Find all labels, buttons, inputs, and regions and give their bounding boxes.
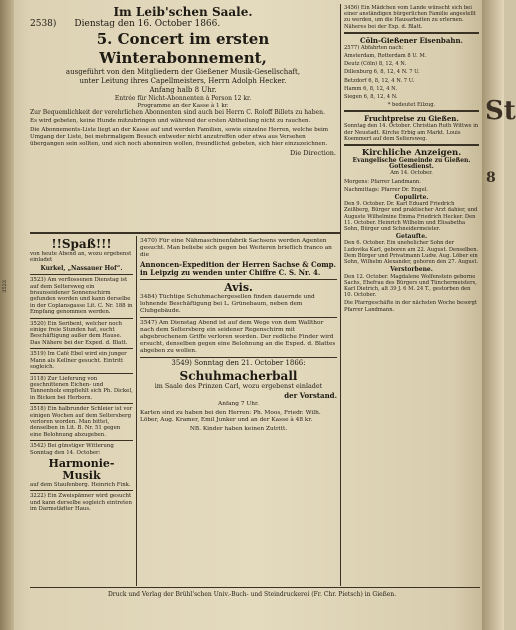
ad-3518: 3518) Ein halbrunder Schleier ist vor einigen Wochen auf dem Seltersberg verloren worden. Man bittet, denselben in Lit. B. Nr. 51 gegen eine Belohnung abzugeben.: [30, 406, 133, 438]
concert-notice: [30, 5, 336, 157]
service-2: Morgens: Pfarrer Landmann.: [344, 178, 421, 185]
concert-header: Im Leib'schen Saale.: [113, 5, 253, 19]
ad-3484: 3484) Tüchtige Schuhmachergesellen finden dauernde und lohnende Beschäftigung bei L. Grünebaum, neben dem Clubgebäude.: [140, 294, 315, 314]
column-rule: [136, 236, 137, 586]
ad-3456: 3456) Ein Mädchen vom Lande wünscht sich bei einer anständigen bürgerlichen Familie angestellt zu werden, um die Hausarbeiten zu erlernen. Näheres bei der Exp. d. Blatt.: [344, 5, 476, 30]
getaufte-title: Getaufte.: [395, 233, 428, 241]
church-title: Kirchliche Anzeigen.: [361, 148, 462, 159]
column-c: [344, 5, 479, 315]
harmonie-sub: auf dem Staufenberg. Heinrich Fink.: [30, 481, 131, 488]
concert-p1: Zur Bequemlichkeit der verehrlichen Abonnenten sind auch bei Herrn C. Roloff Billets zu haben.: [30, 109, 325, 117]
column-rule: [340, 4, 341, 586]
ad-3470: 3470) Für eine Nähmaschinenfabrik Sachsens werden Agenten gesucht. Man beliebe sich gegen bei Weiteren brieflich franco an die: [140, 238, 332, 258]
ad-3547: 3547) Am Dienstag Abend ist auf dem Wege von dem Wallthor nach dem Seltersberg ein seidener Regenschirm mit abgebrochenem Griffe verloren worden. Der redliche Finder wird ersucht, denselben gegen eine Belohnung an die Exped. d. Blattes abgeben zu wollen.: [140, 320, 336, 354]
nb-kinder: NB. Kinder haben keinen Zutritt.: [189, 426, 288, 432]
getaufte-text: Den 6. October. Ein unehelicher Sohn der Ludovika Karl, geboren am 22. August. Denselben. Dem Bürger und Privatmann Ludw. Aug. Löber ein Sohn, Wilhelm Alexander, geboren den 27. August.: [344, 240, 479, 266]
ad-3222: 3222) Ein Zweispänner wird gesucht und kann derselbe sogleich eintreten im Darmstädter Haus.: [30, 493, 132, 513]
avis-title: Avis.: [224, 281, 253, 294]
next-page-number-fragment: 8: [486, 170, 496, 186]
annonce-expedition: Annoncen-Expedition der Herren Sachse & Comp. in Leipzig zu wenden unter Chiffre C. S. Nr. 4.: [140, 260, 336, 277]
concert-program: Programme an der Kasse à 1 kr.: [137, 103, 229, 109]
fruit-text: Sonntag den 14. October. Christian Ruth Wittwe in der Neustadt. Kirche Erbig am Markt. Louis Koemmert auf dem Seltersweg.: [344, 123, 479, 142]
concert-time: Anfang halb 8 Uhr.: [149, 86, 217, 94]
ad-3549: 3549) Sonntag den 21. October 1866:: [171, 359, 306, 367]
copulirte-text: Den 9. October. Dr. Karl Eduard Friedrich Zeißberg, Bürger und praktischer Arzt dahier, und Auguste Wilhelmine Emma Friedrich Hecker. Den 11. October. Heinrich Wilhelm und Elisabetha Sohn, Bürger und Schneidermeister.: [344, 201, 478, 233]
departures: 2577) Abfahrten nach:: [344, 44, 404, 51]
spass-body: von heute Abend an, wozu ergebenst einladet: [30, 251, 132, 264]
route-5: Hamm 6, 8, 12, 4 N.: [344, 85, 398, 92]
imprint: Druck und Verlag der Brühl'schen Univ.-Buch- und Steindruckerei (Fr. Chr. Pietsch) in Gießen.: [107, 591, 397, 598]
express-note: * bedeutet Eilzug.: [387, 102, 436, 109]
concert-title: 5. Concert im ersten Winterabonnement,: [96, 30, 270, 67]
copulirte-title: Copulirte.: [394, 194, 429, 202]
concert-date: Dienstag den 16. October 1866.: [74, 19, 221, 29]
schuh-sub: im Saale des Prinzen Carl, wozu ergebenst einladet: [154, 382, 323, 390]
fruit-title: Fruchtpreise zu Gießen.: [364, 114, 459, 124]
service-title: Gottesdienst.: [389, 163, 434, 171]
karten: Karten sind zu haben bei den Herren: Ph. Moos, Friedr. Wilh. Löber, Aug. Kramer, Emil Junker und an der Kasse à 48 kr.: [140, 410, 321, 423]
spass-host: Kurkel, „Nassauer Hof“.: [40, 264, 123, 272]
ad-3519: 3519) Im Café Ebel wird ein junger Mann als Kellner gesucht. Eintritt sogleich.: [30, 351, 127, 371]
route-4: Betzdorf 6, 8, 12, 4 N. 7 U.: [344, 77, 415, 84]
harmonie-title: Harmonie-Musik: [48, 456, 115, 482]
side-number: 3523: [2, 280, 8, 293]
vorstand: der Vorstand.: [284, 391, 337, 400]
concert-sign: Die Direction.: [290, 149, 336, 158]
concert-sub1: ausgeführt von den Mitgliedern der Gießener Musik-Gesellschaft,: [65, 68, 301, 76]
pfarr-note: Die Pfarrgeschäfte in der nächsten Woche besorgt Pfarrer Landmann.: [344, 300, 477, 313]
railway-title: Cöln-Gießener Eisenbahn.: [360, 35, 463, 45]
schuhmacherball-title: Schuhmacherball: [179, 369, 298, 383]
book-gutter: [0, 0, 14, 630]
section-rule: [30, 232, 340, 234]
ad-3542: 3542) Bei günstiger Witterung Sonntag den 14. October:: [30, 443, 114, 456]
service-1: Am 14. October.: [390, 170, 433, 177]
ad-number: 2538): [30, 19, 57, 29]
footer-rule: [30, 587, 480, 588]
ad-3523: 3523) Am verflossenen Dienstag ist auf dem Seltersweg ein braunseidener Sonnenschirm gefunden worden und kann derselbe in der Coplansgasse Lit. C. Nr. 188 in Empfang genommen werden.: [30, 277, 133, 316]
next-page-edge: [482, 0, 516, 630]
verstorbene-title: Verstorbene.: [390, 266, 433, 274]
next-page-fragment: St: [485, 96, 516, 126]
spass-title: !!Spaß!!!: [51, 237, 112, 251]
ev-title: Evangelische Gemeinde zu Gießen.: [352, 157, 471, 165]
route-3: Dillenburg 6, 8, 12, 4 N. 7 U.: [344, 69, 420, 76]
route-2: Deutz (Cöln) 8, 12, 4 N.: [344, 61, 407, 68]
concert-p3: Die Abonnements-Liste liegt an der Kasse auf und werden Familien, sowie einzelne Herren, welche beim Umgang der Liste, bei mehrmaligem Besuch entweder nicht anzutreffen oder etwa aus Versehen übergangen sein sollten, und sich noch abonniren wollen, freundlichst gebeten, sich hier einzuzeichnen.: [30, 127, 329, 148]
verstorbene-text: Den 12. October. Magdalene Wolfenstein geborne Sachs, Ehefrau des Bürgers und Tünchermeisters, Karl Dietrich, alt 39 J. 6 M. 24 T., gestorben den 10. October.: [344, 273, 477, 299]
ad-3520: 3520) Ein Seribent, welcher noch einige freie Stunden hat, sucht Beschäftigung außer dem Hause. Das Nähere bei der Exped. d. Blatt.: [30, 320, 128, 346]
concert-sub2: unter Leitung ihres Capellmeisters, Herrn Adolph Hecker.: [79, 77, 287, 85]
anfang: Anfang 7 Uhr.: [218, 401, 259, 407]
route-6: Siegen 6, 8, 12, 4 N.: [344, 94, 398, 101]
column-a: [30, 238, 133, 515]
ad-3118: 3118) Zur Lieferung von geschnittenen Eichen- und Tannenholz empfiehlt sich Ph. Dickel, in Bicken bei Herborn.: [30, 375, 133, 401]
concert-entry: Entrée für Nicht-Abonnenten à Person 12 kr.: [114, 95, 252, 102]
service-3: Nachmittags: Pfarrer Dr. Engel.: [344, 186, 428, 193]
column-b: [140, 238, 337, 435]
route-1: Amsterdam, Rotterdam 8 U. M.: [344, 53, 427, 60]
concert-p2: Es wird gebeten, keine Hunde mitzubringen und während der ersten Abtheilung nicht zu rauchen.: [30, 118, 311, 125]
